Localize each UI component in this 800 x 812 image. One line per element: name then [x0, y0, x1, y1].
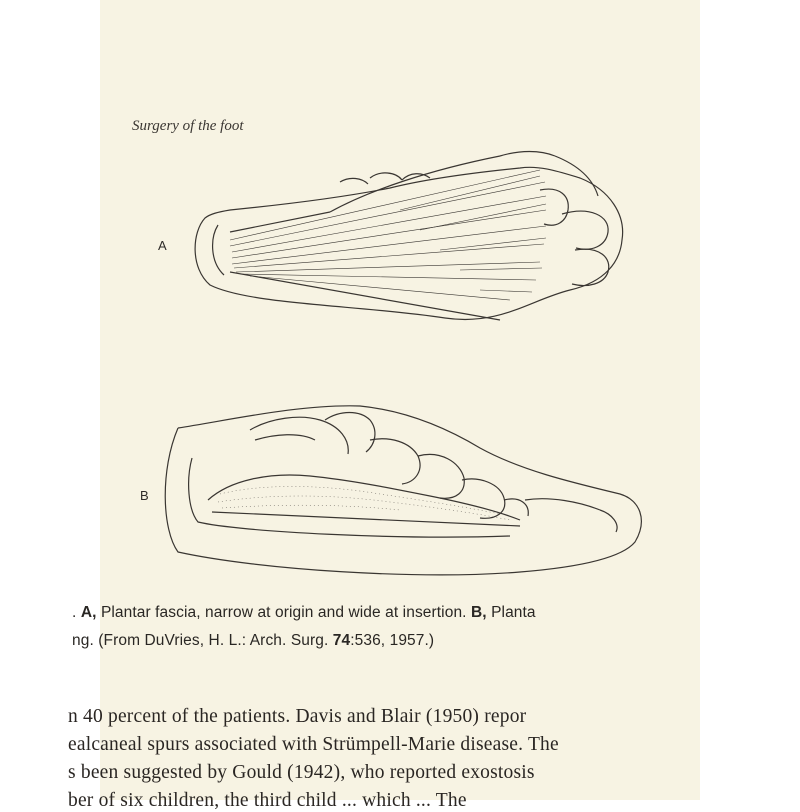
figure-b-lateral-foot-drawing	[165, 406, 641, 575]
caption-a-marker: A,	[80, 604, 97, 621]
running-head: Surgery of the foot	[132, 118, 244, 134]
body-text-line-1: n 40 percent of the patients. Davis and Blair (1950) repor	[68, 706, 527, 727]
figure-label-b: B	[140, 488, 149, 503]
caption-b-marker: B,	[470, 604, 487, 621]
caption-source-text: ng. (From DuVries, H. L.: Arch. Surg.	[72, 632, 333, 649]
foot-illustrations	[100, 0, 700, 800]
caption-a-text: Plantar fascia, narrow at origin and wide at insertion.	[96, 604, 471, 621]
caption-prefix: .	[72, 604, 81, 621]
figure-label-a: A	[158, 238, 167, 253]
figure-a-plantar-fascia-drawing	[195, 152, 623, 321]
body-text-line-3: s been suggested by Gould (1942), who reported exostosis	[68, 762, 535, 783]
body-text-line-2: ealcaneal spurs associated with Strümpell-Marie disease. The	[68, 734, 559, 755]
figure-caption-line-2	[72, 632, 732, 650]
body-text-line-4: ber of six children, the third child ... which ... The	[68, 790, 467, 811]
caption-b-text: Planta	[486, 604, 536, 621]
figure-caption-line-1	[72, 604, 732, 622]
book-page	[68, 0, 700, 811]
caption-volume: 74	[332, 632, 351, 649]
caption-source-pages: :536, 1957.)	[350, 632, 435, 649]
